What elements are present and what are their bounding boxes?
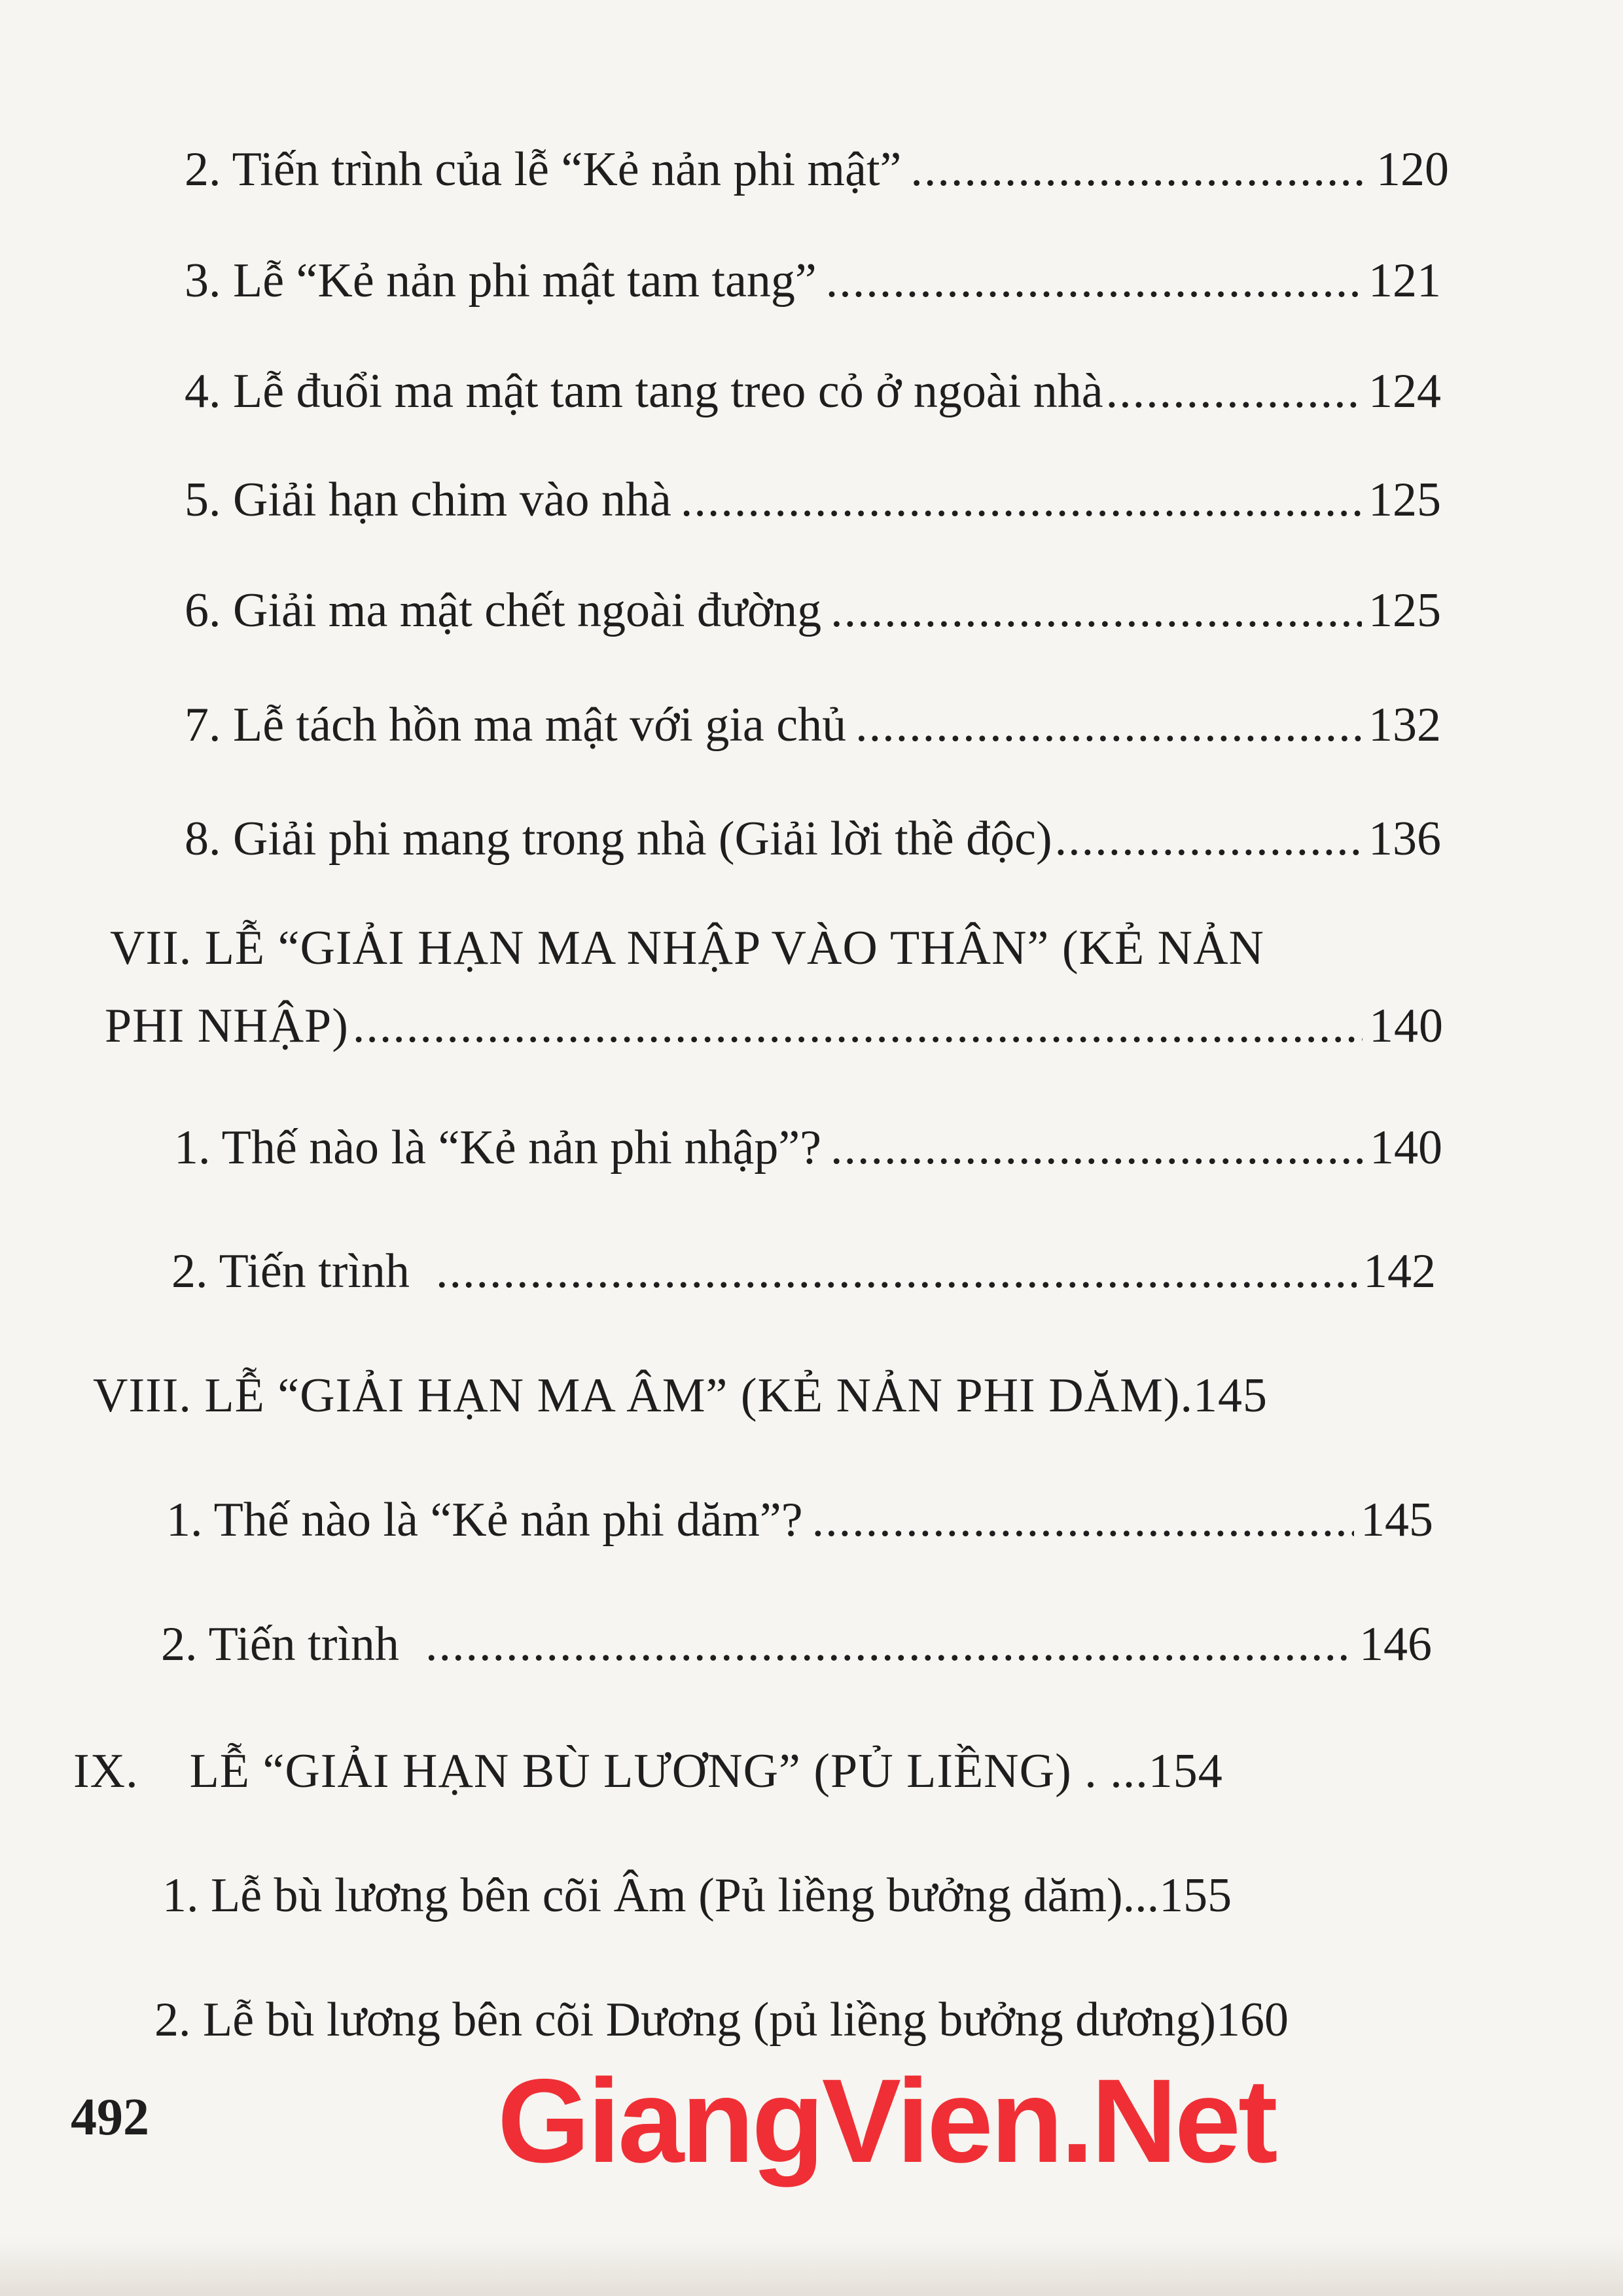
toc-entry-page: 125 (1368, 584, 1441, 637)
toc-entry-title: 1. Thế nào là “Kẻ nản phi dăm”? (166, 1493, 803, 1547)
toc-entry-title: 1. Lễ bù lương bên cõi Âm (Pủ liềng bưởng dăm)... (162, 1869, 1160, 1922)
toc-entry (174, 1123, 1442, 1172)
toc-entry (185, 473, 1441, 527)
toc-entry-page: 140 (1369, 999, 1444, 1053)
toc-leader-dots (353, 1002, 1363, 1050)
toc-entry-title: 5. Giải hạn chim vào nhà (185, 473, 671, 527)
toc-entry-title: 7. Lễ tách hồn ma mật với gia chủ (185, 698, 847, 752)
toc-entry-title: 8. Giải phi mang trong nhà (Giải lời thề độc) (185, 812, 1052, 866)
toc-entry-title: 1. Thế nào là “Kẻ nản phi nhập”? (174, 1121, 822, 1174)
toc-entry (93, 1371, 1449, 1420)
toc-entry-page: 136 (1368, 812, 1441, 866)
toc-entry (185, 698, 1441, 752)
toc-entry (185, 145, 1449, 194)
toc-entry-page: 160 (1216, 1993, 1289, 2047)
toc-entry-page: 120 (1376, 143, 1449, 196)
toc-entry-title: 2. Tiến trình của lễ “Kẻ nản phi mật” (185, 143, 902, 196)
toc-entry (162, 1871, 1436, 1920)
toc-entry (185, 586, 1441, 635)
toc-leader-dots (826, 256, 1362, 305)
toc-entry (171, 1247, 1436, 1296)
toc-entry-page: 142 (1363, 1245, 1436, 1298)
toc-entry-title: PHI NHẬP) (105, 999, 349, 1053)
toc-entry (185, 812, 1441, 866)
toc-entry-page: 121 (1368, 254, 1441, 308)
toc-section-heading: VII. LỄ “GIẢI HẠN MA NHẬP VÀO THÂN” (KẺ NẢN (110, 921, 1264, 975)
toc-entry (185, 254, 1441, 308)
toc-entry-page: 155 (1159, 1869, 1232, 1922)
toc-leader-dots (830, 586, 1362, 635)
toc-entry (73, 1744, 1423, 1798)
toc-entry-page: 145 (1193, 1369, 1268, 1422)
toc-entry-title: 6. Giải ma mật chết ngoài đường (185, 584, 822, 637)
toc-leader-dots (425, 1620, 1353, 1669)
toc-leader-dots (812, 1496, 1354, 1544)
toc-entry-page: 132 (1368, 698, 1441, 752)
page-number: 492 (71, 2089, 149, 2146)
scan-edge-shadow (0, 2238, 1623, 2296)
toc-entry-title: 3. Lễ “Kẻ nản phi mật tam tang” (185, 254, 817, 308)
toc-entry-title: 4. Lễ đuổi ma mật tam tang treo cỏ ở ngoài nhà (185, 364, 1103, 418)
toc-entry-page: 124 (1368, 364, 1441, 418)
watermark-logo: GiangVien.Net (497, 2054, 1275, 2187)
toc-leader-dots (830, 1123, 1363, 1172)
toc-leader-dots (436, 1247, 1357, 1296)
toc-entry (166, 1493, 1433, 1547)
toc-leader-dots (1055, 815, 1362, 863)
toc-entry-title: VIII. LỄ “GIẢI HẠN MA ÂM” (KẺ NẢN PHI DĂM). (93, 1369, 1194, 1422)
toc-entry-page: 146 (1359, 1617, 1432, 1671)
toc-entry-page: 154 (1148, 1744, 1223, 1798)
toc-leader-dots (855, 701, 1362, 749)
toc-entry-page: 125 (1368, 473, 1441, 527)
toc-entry-page: 140 (1370, 1121, 1442, 1174)
toc-entry-page: 145 (1361, 1493, 1433, 1547)
toc-entry (105, 999, 1444, 1053)
toc-leader-dots (1106, 367, 1362, 415)
toc-entry-title: 2. Tiến trình (161, 1617, 399, 1671)
toc-entry-title: 2. Lễ bù lương bên cõi Dương (pủ liềng bưởng dương) (154, 1993, 1217, 2047)
toc-entry (161, 1617, 1432, 1671)
toc-entry (154, 1993, 1435, 2047)
toc-leader-dots (681, 476, 1362, 524)
toc-leader-dots (910, 145, 1370, 194)
toc-entry-title: IX. LỄ “GIẢI HẠN BÙ LƯƠNG” (PỦ LIỀNG) . ... (73, 1744, 1149, 1798)
toc-entry (185, 364, 1441, 418)
toc-entry-title: 2. Tiến trình (171, 1245, 410, 1298)
